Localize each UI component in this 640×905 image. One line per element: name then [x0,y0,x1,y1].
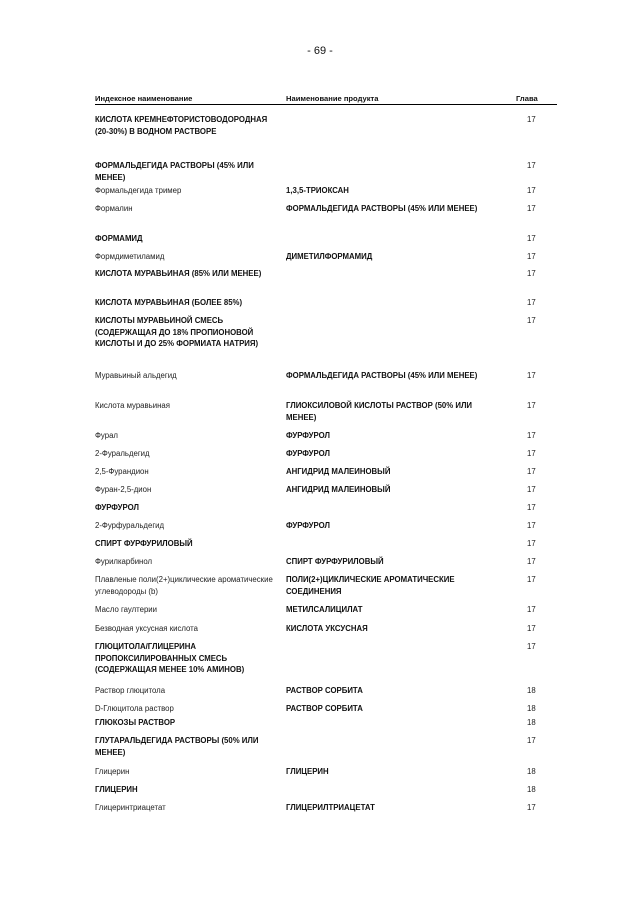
chapter-cell: 17 [527,557,536,566]
index-name-cell: СПИРТ ФУРФУРИЛОВЫЙ [95,539,193,548]
product-name-cell: ФУРФУРОЛ [286,521,330,530]
chapter-cell: 17 [527,371,536,380]
index-name-cell: Формдиметиламид [95,252,165,261]
chapter-cell: 17 [527,575,536,584]
chapter-cell: 17 [527,298,536,307]
product-name-cell: РАСТВОР СОРБИТА [286,686,363,695]
index-name-cell: Формальдегида тример [95,186,182,195]
chapter-cell: 17 [527,204,536,213]
product-name-cell: АНГИДРИД МАЛЕИНОВЫЙ [286,467,391,476]
index-name-cell: Плавленые поли(2+)циклические ароматические углеводороды (b) [95,575,273,596]
header-product-name: Наименование продукта [286,94,379,103]
page-number: - 69 - [307,45,333,57]
chapter-cell: 18 [527,718,536,727]
product-name-cell: СПИРТ ФУРФУРИЛОВЫЙ [286,557,384,566]
product-name-cell: 1,3,5-ТРИОКСАН [286,186,349,195]
index-name-cell: КИСЛОТА КРЕМНЕФТОРИСТОВОДОРОДНАЯ (20-30%) В ВОДНОМ РАСТВОРЕ [95,115,268,136]
product-name-cell: ФОРМАЛЬДЕГИДА РАСТВОРЫ (45% ИЛИ МЕНЕЕ) [286,204,478,213]
chapter-cell: 17 [527,431,536,440]
index-name-cell: Безводная уксусная кислота [95,624,198,633]
chapter-cell: 17 [527,521,536,530]
chapter-cell: 18 [527,785,536,794]
index-table [95,92,557,812]
chapter-cell: 17 [527,539,536,548]
index-name-cell: ФОРМАМИД [95,234,143,243]
chapter-cell: 17 [527,449,536,458]
chapter-cell: 17 [527,485,536,494]
index-name-cell: ФУРФУРОЛ [95,503,139,512]
product-name-cell: ГЛИЦЕРИЛТРИАЦЕТАТ [286,803,375,812]
index-name-cell: Фуран-2,5-дион [95,485,152,494]
chapter-cell: 18 [527,686,536,695]
product-name-cell: КИСЛОТА УКСУСНАЯ [286,624,368,633]
index-name-cell: Масло гаултерии [95,605,158,614]
chapter-cell: 17 [527,316,536,325]
index-name-cell: 2,5-Фурандион [95,467,149,476]
index-name-cell: Муравьиный альдегид [95,371,177,380]
product-name-cell: ПОЛИ(2+)ЦИКЛИЧЕСКИЕ АРОМАТИЧЕСКИЕ СОЕДИНЕНИЯ [286,575,455,596]
chapter-cell: 17 [527,161,536,170]
index-name-cell: Фурал [95,431,118,440]
table-header [95,92,557,105]
chapter-cell: 18 [527,767,536,776]
index-name-cell: 2-Фурфуральдегид [95,521,165,530]
index-name-cell: Кислота муравьиная [95,401,170,410]
chapter-cell: 17 [527,269,536,278]
index-name-cell: Фурилкарбинол [95,557,153,566]
chapter-cell: 17 [527,186,536,195]
index-name-cell: ГЛИЦЕРИН [95,785,138,794]
product-name-cell: ФУРФУРОЛ [286,431,330,440]
chapter-cell: 17 [527,252,536,261]
chapter-cell: 17 [527,234,536,243]
index-name-cell: ГЛЮКОЗЫ РАСТВОР [95,718,176,727]
product-name-cell: ГЛИЦЕРИН [286,767,329,776]
product-name-cell: ДИМЕТИЛФОРМАМИД [286,252,373,261]
chapter-cell: 17 [527,642,536,651]
index-name-cell: D-Глюцитола раствор [95,704,174,713]
chapter-cell: 17 [527,115,536,124]
product-name-cell: ФОРМАЛЬДЕГИДА РАСТВОРЫ (45% ИЛИ МЕНЕЕ) [286,371,478,380]
product-name-cell: РАСТВОР СОРБИТА [286,704,363,713]
index-name-cell: ГЛЮЦИТОЛА/ГЛИЦЕРИНА ПРОПОКСИЛИРОВАННЫХ СМЕСЬ (СОДЕРЖАЩАЯ МЕНЕЕ 10% АМИНОВ) [95,642,245,675]
product-name-cell: ГЛИОКСИЛОВОЙ КИСЛОТЫ РАСТВОР (50% ИЛИ МЕНЕЕ) [286,401,473,422]
index-name-cell: ФОРМАЛЬДЕГИДА РАСТВОРЫ (45% ИЛИ МЕНЕЕ) [95,161,254,182]
product-name-cell: АНГИДРИД МАЛЕИНОВЫЙ [286,485,391,494]
index-name-cell: Формалин [95,204,133,213]
header-chapter: Глава [516,94,538,103]
chapter-cell: 17 [527,467,536,476]
index-name-cell: КИСЛОТА МУРАВЬИНАЯ (БОЛЕЕ 85%) [95,298,243,307]
chapter-cell: 18 [527,704,536,713]
product-name-cell: ФУРФУРОЛ [286,449,330,458]
header-index-name: Индексное наименование [95,94,193,103]
chapter-cell: 17 [527,624,536,633]
index-name-cell: Глицерин [95,767,130,776]
chapter-cell: 17 [527,401,536,410]
index-name-cell: 2-Фуральдегид [95,449,150,458]
chapter-cell: 17 [527,503,536,512]
index-name-cell: Глицеринтриацетат [95,803,166,812]
index-name-cell: КИСЛОТА МУРАВЬИНАЯ (85% ИЛИ МЕНЕЕ) [95,269,262,278]
index-name-cell: Раствор глюцитола [95,686,166,695]
index-name-cell: ГЛУТАРАЛЬДЕГИДА РАСТВОРЫ (50% ИЛИ МЕНЕЕ) [95,736,259,757]
index-name-cell: КИСЛОТЫ МУРАВЬИНОЙ СМЕСЬ (СОДЕРЖАЩАЯ ДО 18% ПРОПИОНОВОЙ КИСЛОТЫ И ДО 25% ФОРМИАТА НАТРИЯ) [95,316,259,349]
chapter-cell: 17 [527,803,536,812]
product-name-cell: МЕТИЛСАЛИЦИЛАТ [286,605,363,614]
chapter-cell: 17 [527,736,536,745]
chapter-cell: 17 [527,605,536,614]
